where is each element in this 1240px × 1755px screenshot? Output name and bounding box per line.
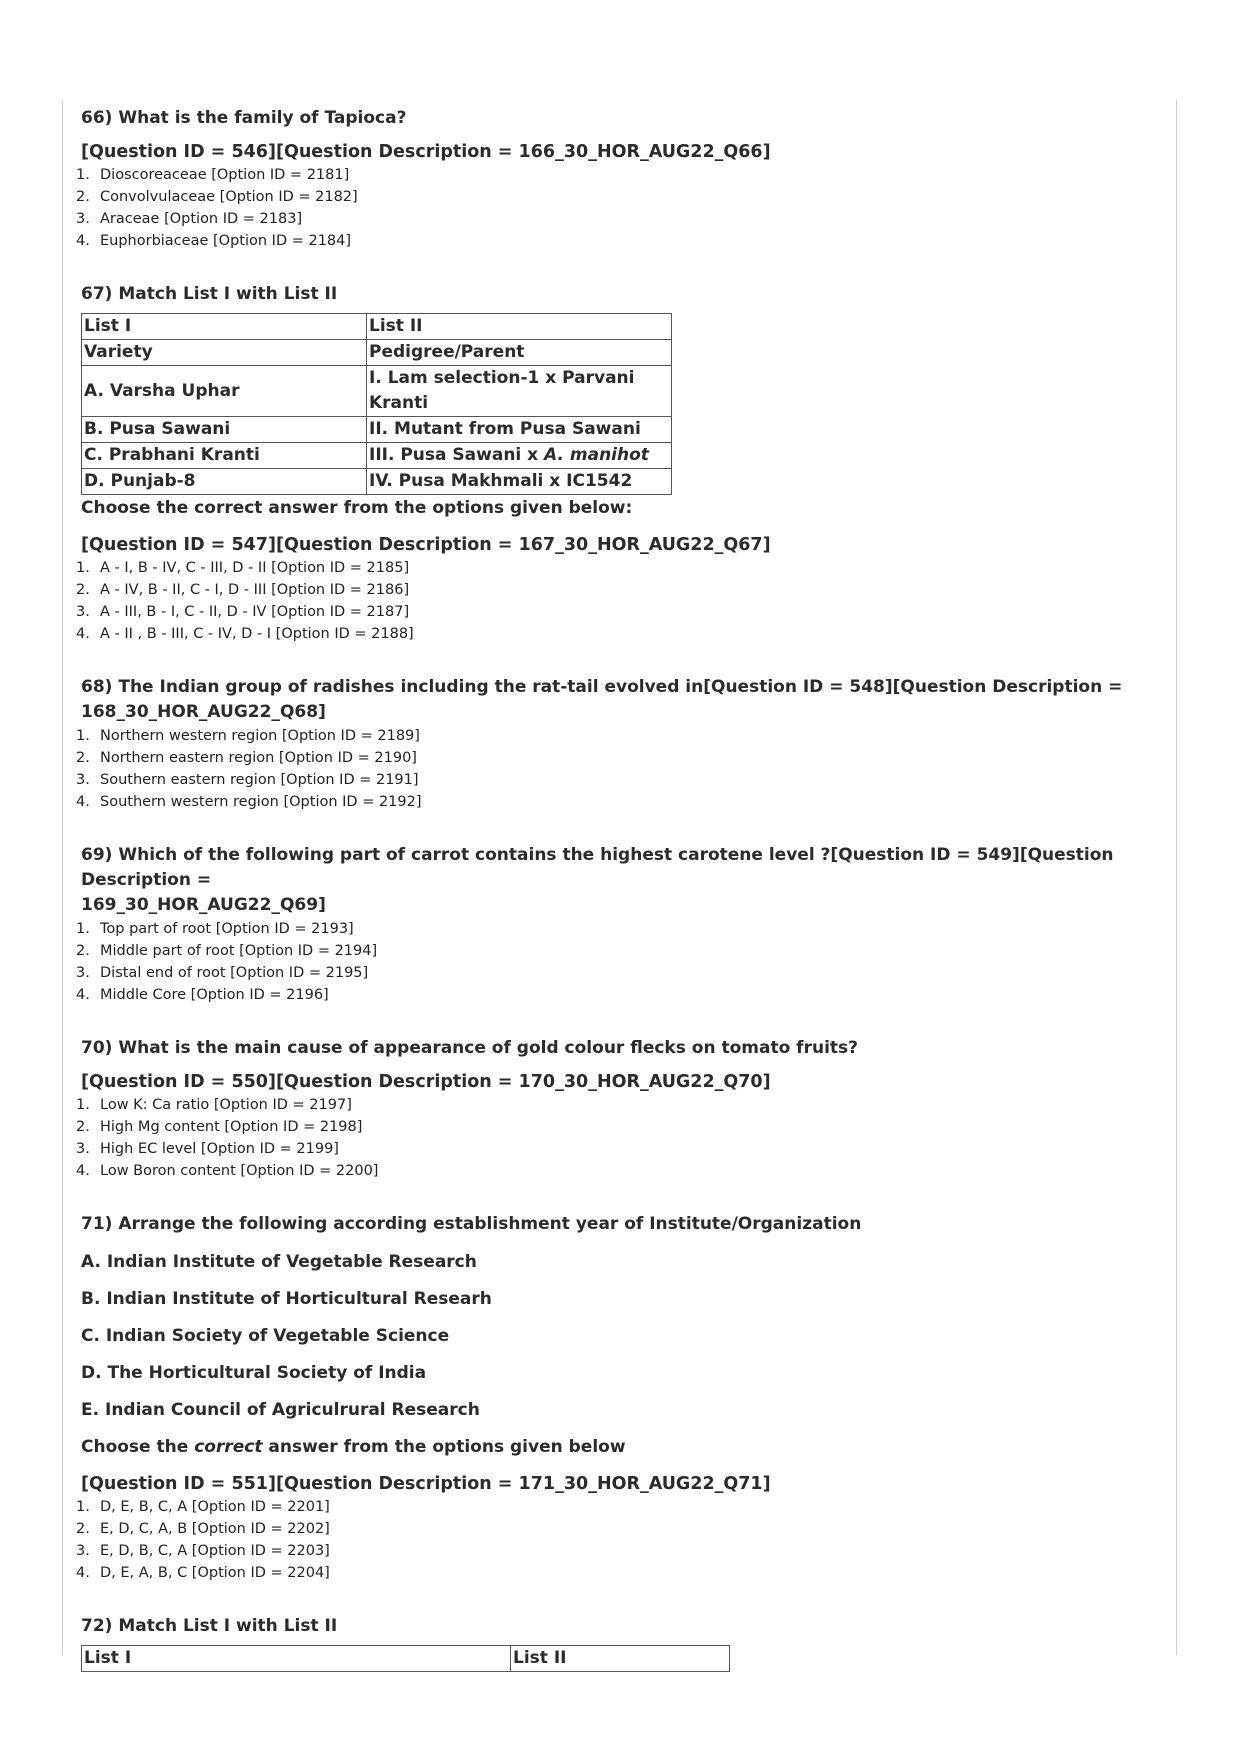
- table-cell: III. Pusa Sawani x A. manihot: [367, 443, 672, 469]
- match-table: [81, 1645, 730, 1672]
- question-id: [Question ID = 551][Question Description = 171_30_HOR_AUG22_Q71]: [81, 1474, 771, 1494]
- table-cell: List I: [82, 314, 367, 340]
- list-item[interactable]: 4. Southern western region [Option ID = 2192]: [76, 794, 422, 810]
- table-cell: List I: [82, 1646, 511, 1672]
- question-72: [72, 1614, 1172, 1672]
- list-item[interactable]: 2. Convolvulaceae [Option ID = 2182]: [76, 189, 358, 205]
- list-item: D. The Horticultural Society of India: [81, 1363, 427, 1383]
- list-item: E. Indian Council of Agriculrural Research: [81, 1400, 480, 1420]
- table-row: [82, 366, 672, 417]
- list-item: C. Indian Society of Vegetable Science: [81, 1326, 450, 1346]
- instruction-text: Choose the correct answer from the options given below: [81, 1437, 626, 1457]
- table-row: [82, 443, 672, 469]
- match-table: [81, 313, 672, 495]
- table-cell: II. Mutant from Pusa Sawani: [367, 417, 672, 443]
- question-67: [72, 282, 1172, 645]
- list-item: A. Indian Institute of Vegetable Research: [81, 1252, 477, 1272]
- list-item[interactable]: 3. Southern eastern region [Option ID = 2191]: [76, 772, 419, 788]
- list-item[interactable]: 3. A - III, B - I, C - II, D - IV [Option ID = 2187]: [76, 604, 410, 620]
- question-id: [Question ID = 547][Question Description = 167_30_HOR_AUG22_Q67]: [81, 535, 771, 555]
- question-69: [72, 843, 1172, 1006]
- table-row: [82, 340, 672, 366]
- list-item[interactable]: 3. E, D, B, C, A [Option ID = 2203]: [76, 1543, 330, 1559]
- question-title: 71) Arrange the following according establishment year of Institute/Organization: [81, 1214, 862, 1234]
- option-list: [72, 557, 1172, 645]
- option-list: [72, 918, 1172, 1006]
- list-item[interactable]: 1. Top part of root [Option ID = 2193]: [76, 921, 354, 937]
- list-item[interactable]: 3. High EC level [Option ID = 2199]: [76, 1141, 339, 1157]
- option-list: [72, 725, 1172, 813]
- table-row: [82, 417, 672, 443]
- list-item[interactable]: 4. D, E, A, B, C [Option ID = 2204]: [76, 1565, 330, 1581]
- table-row: [82, 314, 672, 340]
- question-66: [72, 106, 1172, 252]
- option-list: [72, 164, 1172, 252]
- list-item[interactable]: 2. A - IV, B - II, C - I, D - III [Option ID = 2186]: [76, 582, 410, 598]
- question-70: [72, 1036, 1172, 1182]
- list-item[interactable]: 1. A - I, B - IV, C - III, D - II [Option ID = 2185]: [76, 560, 410, 576]
- option-list: [72, 1094, 1172, 1182]
- question-68: [72, 675, 1172, 813]
- table-row: [82, 1646, 730, 1672]
- table-row: [82, 469, 672, 495]
- list-item[interactable]: 2. Middle part of root [Option ID = 2194]: [76, 943, 378, 959]
- list-item[interactable]: 1. Low K: Ca ratio [Option ID = 2197]: [76, 1097, 352, 1113]
- list-item[interactable]: 2. Northern eastern region [Option ID = 2190]: [76, 750, 417, 766]
- question-id: [Question ID = 550][Question Description = 170_30_HOR_AUG22_Q70]: [81, 1072, 771, 1092]
- list-item[interactable]: 4. A - II , B - III, C - IV, D - I [Option ID = 2188]: [76, 626, 414, 642]
- list-item[interactable]: 1. Northern western region [Option ID = 2189]: [76, 728, 420, 744]
- list-item[interactable]: 1. D, E, B, C, A [Option ID = 2201]: [76, 1499, 330, 1515]
- list-item[interactable]: 4. Euphorbiaceae [Option ID = 2184]: [76, 233, 352, 249]
- table-cell: B. Pusa Sawani: [82, 417, 367, 443]
- page-left-border: [62, 100, 63, 1655]
- table-cell: List II: [367, 314, 672, 340]
- list-item[interactable]: 2. E, D, C, A, B [Option ID = 2202]: [76, 1521, 330, 1537]
- list-item[interactable]: 1. Dioscoreaceae [Option ID = 2181]: [76, 167, 350, 183]
- question-title: 68) The Indian group of radishes including the rat-tail evolved in[Question ID = 548][Question Description = 168_30_HOR_AUG22_Q68]: [81, 677, 1123, 722]
- question-title: 66) What is the family of Tapioca?: [81, 108, 407, 128]
- table-cell: C. Prabhani Kranti: [82, 443, 367, 469]
- list-item[interactable]: 3. Distal end of root [Option ID = 2195]: [76, 965, 369, 981]
- list-item: B. Indian Institute of Horticultural Researh: [81, 1289, 492, 1309]
- table-cell: A. Varsha Uphar: [82, 366, 367, 417]
- list-item[interactable]: 4. Middle Core [Option ID = 2196]: [76, 987, 329, 1003]
- question-title: 67) Match List I with List II: [81, 284, 338, 304]
- question-71: [72, 1212, 1172, 1584]
- table-cell: D. Punjab-8: [82, 469, 367, 495]
- list-item[interactable]: 4. Low Boron content [Option ID = 2200]: [76, 1163, 379, 1179]
- question-title: 70) What is the main cause of appearance of gold colour flecks on tomato fruits?: [81, 1038, 859, 1058]
- option-list: [72, 1496, 1172, 1584]
- document-content: [72, 100, 1172, 1672]
- table-cell: Variety: [82, 340, 367, 366]
- instruction-text: Choose the correct answer from the options given below:: [81, 498, 633, 518]
- question-title: 69) Which of the following part of carrot contains the highest carotene level ?[Question ID = 549][Question Description = 169_30_HOR_AUG22_Q69]: [81, 845, 1114, 915]
- table-cell: I. Lam selection-1 x Parvani Kranti: [367, 366, 672, 417]
- question-id: [Question ID = 546][Question Description = 166_30_HOR_AUG22_Q66]: [81, 142, 771, 162]
- page-right-border: [1176, 100, 1177, 1655]
- list-item[interactable]: 2. High Mg content [Option ID = 2198]: [76, 1119, 363, 1135]
- table-cell: IV. Pusa Makhmali x IC1542: [367, 469, 672, 495]
- list-item[interactable]: 3. Araceae [Option ID = 2183]: [76, 211, 303, 227]
- table-cell: List II: [511, 1646, 730, 1672]
- question-title: 72) Match List I with List II: [81, 1616, 338, 1636]
- table-cell: Pedigree/Parent: [367, 340, 672, 366]
